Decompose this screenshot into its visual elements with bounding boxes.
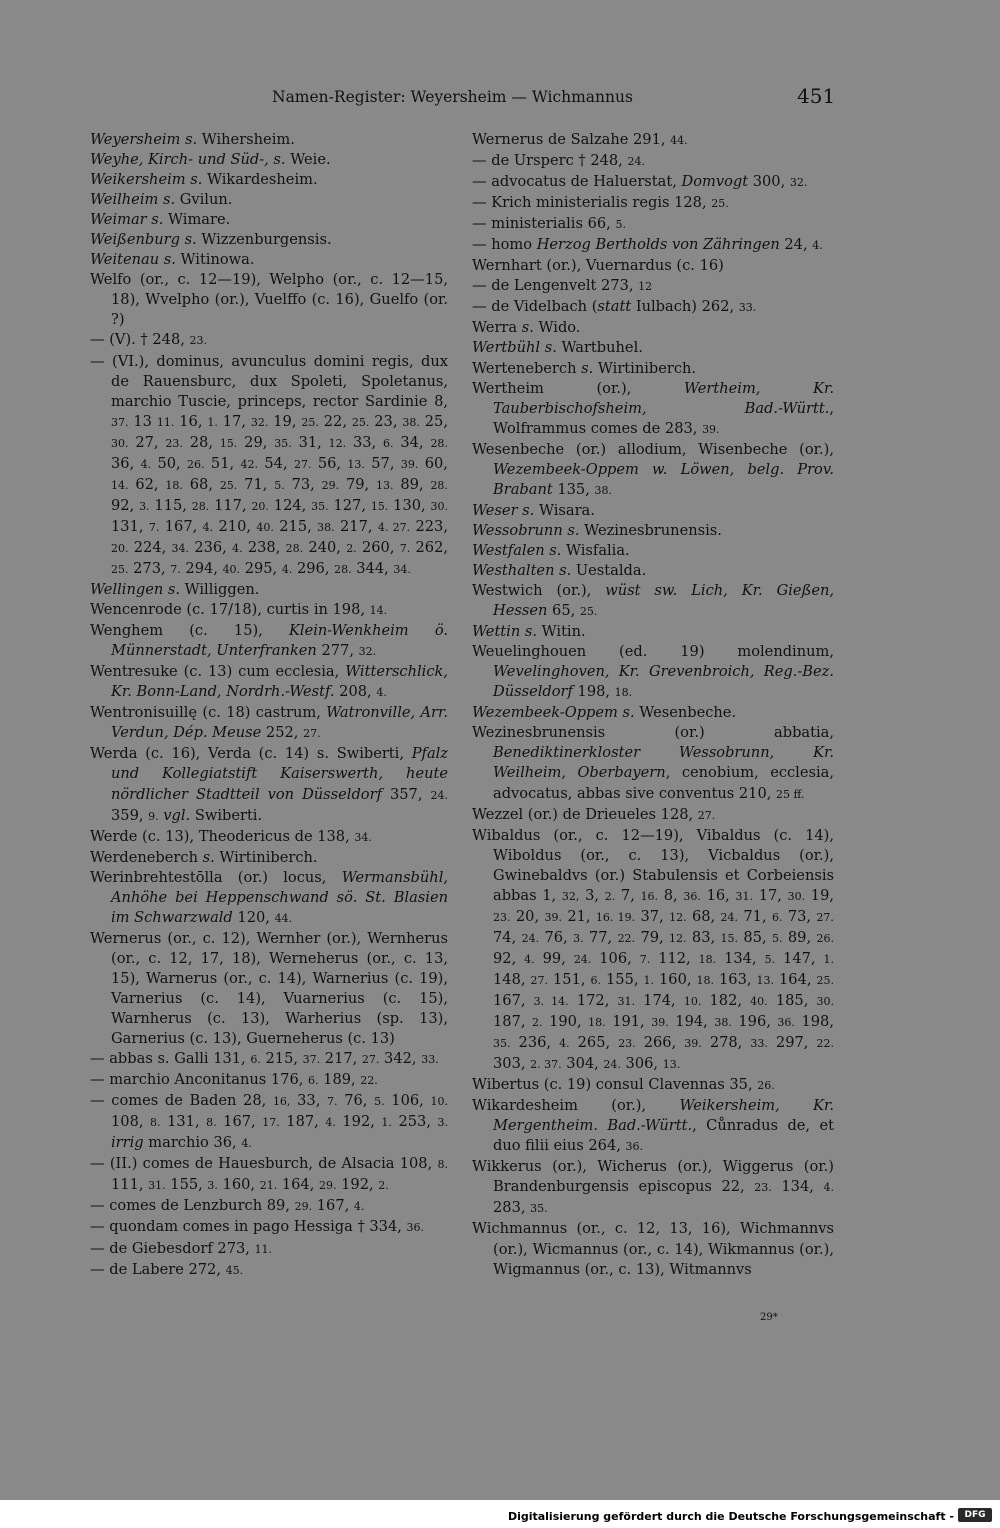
index-entry: — ministerialis 66, 5. xyxy=(472,215,626,233)
index-entry: Wencenrode (c. 17/18), curtis in 198, 14. xyxy=(90,601,388,619)
index-entry: — marchio Anconitanus 176, 6. 189, 22. xyxy=(90,1071,378,1089)
index-column-left xyxy=(90,130,448,1281)
index-entry: — (V). † 248, 23. xyxy=(90,331,208,349)
index-entry: Wibertus (c. 19) consul Clavennas 35, 26. xyxy=(472,1076,775,1094)
index-entry: Wellingen s. Williggen. xyxy=(90,581,260,599)
funding-notice: Digitalisierung gefördert durch die Deutsche Forschungsgemeinschaft - xyxy=(507,1510,954,1523)
index-entry: Weimar s. Wimare. xyxy=(90,211,231,229)
index-entry: — de Labere 272, 45. xyxy=(90,1260,244,1278)
index-entry: — comes de Baden 28, 16, 33, 7. 76, 5. 106, 10. 108, 8. 131, 8. 167, 17. 187, 4. 192, 1. 253, 3. irrig marchio 36, 4. xyxy=(90,1092,449,1152)
index-entry: Wikkerus (or.), Wicherus (or.), Wiggerus (or.) Brandenburgensis episcopus 22, 23. 134, 4. 283, 35. xyxy=(472,1158,834,1217)
index-entry: Wernerus (or., c. 12), Wernher (or.), Wernherus (or., c. 12, 17, 18), Werneherus (or., c. 13, 15), Warnerus (or., c. 14), Warnerius (c. 19), Varnerius (c. 14), Vuarnerius (c. 15), Warnherus (c. 13), Warherius (sp. 13), Garnerius (c. 13), Guerneherus (c. 13) xyxy=(90,929,448,1048)
index-entry: — advocatus de Haluerstat, Domvogt 300, 32. xyxy=(472,173,808,191)
index-entry: Wernhart (or.), Vuernardus (c. 16) xyxy=(472,257,724,275)
index-entry: Wettin s. Witin. xyxy=(472,623,586,641)
index-entry: Wezzel (or.) de Drieueles 128, 27. xyxy=(472,805,716,823)
index-entry: — de Giebesdorf 273, 11. xyxy=(90,1239,273,1257)
index-entry: Werra s. Wido. xyxy=(472,319,581,337)
index-entry: Weilheim s. Gvilun. xyxy=(90,191,233,209)
index-entry: Wikardesheim (or.), Weikersheim, Kr. Mergentheim. Bad.-Württ., Cůnradus de, et duo filii eius 264, 36. xyxy=(472,1097,834,1155)
index-entry: Wenghem (c. 15), Klein-Wenkheim ö. Münnerstadt, Unterfranken 277, 32. xyxy=(90,622,448,660)
index-entry: Weitenau s. Witinowa. xyxy=(90,251,255,269)
index-entry: Wibaldus (or., c. 12—19), Vibaldus (c. 14), Wiboldus (or., c. 13), Vicbaldus (or.), Gwinebaldvs (or.) Stabulensis et Corbeiensis abbas 1, 32, 3, 2. 7, 16. 8, 36. 16, 31. 17, 30. 19, 23. 20, 39. 21, 16. 19. 37, 12. 68, 24. 71, 6. 73, 27. 74, 24. 76, 3. 77, 22. 79, 12. 83, 15. 85, 5. 89, 26. 92, 4. 99, 24. 106, 7. 112, 18. 134, 5. 147, 1. 148, 27. 151, 6. 155, 1. 160, 18. 163, 13. 164, 25. 167, 3. 14. 172, 31. 174, 10. 182, 40. 185, 30. 187, 2. 190, 18. 191, 39. 194, 38. 196, 36. 198, 35. 236, 4. 265, 23. 266, 39. 278, 33. 297, 22. 303, 2. 37. 304, 24. 306, 13. xyxy=(472,826,835,1073)
dfg-logo-icon: DFG xyxy=(958,1508,992,1522)
index-entry: Wertbühl s. Wartbuhel. xyxy=(472,339,643,357)
index-entry: — de Videlbach (statt Iulbach) 262, 33. xyxy=(472,298,757,316)
index-entry: Wentronisuillę (c. 18) castrum, Watronville, Arr. Verdun, Dép. Meuse 252, 27. xyxy=(90,704,448,742)
index-entry: Werinbrehtestōlla (or.) locus, Wermansbühl, Anhöhe bei Heppenschwand sö. St. Blasien im Schwarzwald 120, 44. xyxy=(90,868,448,926)
index-entry: Werde (c. 13), Theodericus de 138, 34. xyxy=(90,827,372,845)
index-column-right xyxy=(472,130,834,1280)
index-entry: Wentresuke (c. 13) cum ecclesia, Witterschlick, Kr. Bonn-Land, Nordrh.-Westf. 208, 4. xyxy=(90,663,448,701)
index-entry: Weuelinghouen (ed. 19) molendinum, Wevelinghoven, Kr. Grevenbroich, Reg.-Bez. Düsseldorf 198, 18. xyxy=(472,643,834,701)
page-number: 451 xyxy=(797,84,836,108)
index-entry: Westwich (or.), wüst sw. Lich, Kr. Gießen, Hessen 65, 25. xyxy=(472,582,834,620)
index-entry: Wezinesbrunensis (or.) abbatia, Benediktinerkloster Wessobrunn, Kr. Weilheim, Oberbayern, cenobium, ecclesia, advocatus, abbas sive conventus 210, 25 ff. xyxy=(472,724,834,802)
index-entry: — Krich ministerialis regis 128, 25. xyxy=(472,194,729,212)
index-entry: Wertheim (or.), Wertheim, Kr. Tauberbischofsheim, Bad.-Württ., Wolframmus comes de 283, 39. xyxy=(472,379,834,437)
index-entry: Wernerus de Salzahe 291, 44. xyxy=(472,131,688,148)
index-entry: Weyersheim s. Wihersheim. xyxy=(90,131,295,148)
index-entry: — abbas s. Galli 131, 6. 215, 37. 217, 27. 342, 33. xyxy=(90,1050,439,1068)
index-entry: Weyhe, Kirch- und Süd-, s. Weie. xyxy=(90,151,331,169)
index-entry: Westfalen s. Wisfalia. xyxy=(472,541,630,559)
index-entry: Weikersheim s. Wikardesheim. xyxy=(90,171,318,189)
running-head: Namen-Register: Weyersheim — Wichmannus xyxy=(272,88,633,106)
index-entry: Werdeneberch s. Wirtiniberch. xyxy=(90,848,318,866)
signature-mark: 29* xyxy=(760,1312,778,1323)
index-entry: — (II.) comes de Hauesburch, de Alsacia 108, 8. 111, 31. 155, 3. 160, 21. 164, 29. 192, 2. xyxy=(90,1155,448,1194)
index-entry: — de Lengenvelt 273, 12 xyxy=(472,277,653,295)
index-entry: Weißenburg s. Wizzenburgensis. xyxy=(90,231,332,249)
index-entry: Wessobrunn s. Wezinesbrunensis. xyxy=(472,521,722,539)
index-entry: Westhalten s. Uestalda. xyxy=(472,561,647,579)
index-entry: Wichmannus (or., c. 12, 13, 16), Wichmannvs (or.), Wicmannus (or., c. 14), Wikmannus (or.), Wigmannus (or., c. 13), Witmannvs xyxy=(472,1220,834,1278)
index-entry: — homo Herzog Bertholds von Zähringen 24, 4. xyxy=(472,236,823,254)
index-entry: Werteneberch s. Wirtiniberch. xyxy=(472,359,697,377)
index-entry: Welfo (or., c. 12—19), Welpho (or., c. 12—15, 18), Wvelpho (or.), Vuelffo (c. 16), Guelfo (or. ?) xyxy=(90,271,448,329)
index-entry: Weser s. Wisara. xyxy=(472,501,595,519)
index-entry: Werda (c. 16), Verda (c. 14) s. Swiberti, Pfalz und Kollegiatstift Kaiserswerth, heute nördlicher Stadtteil von Düsseldorf 357, 24. 359, 9. vgl. Swiberti. xyxy=(90,745,448,824)
index-entry: — comes de Lenzburch 89, 29. 167, 4. xyxy=(90,1197,365,1215)
index-entry: — de Ursperc † 248, 24. xyxy=(472,152,645,170)
index-entry: — quondam comes in pago Hessiga † 334, 36. xyxy=(90,1218,425,1236)
index-entry: Wezembeek-Oppem s. Wesenbeche. xyxy=(472,704,737,722)
index-entry: — (VI.), dominus, avunculus domini regis, dux de Rauensburc, dux Spoleti, Spoletanus, marchio Tuscie, princeps, rector Sardinie 8, 37. 13 11. 16, 1. 17, 32. 19, 25. 22, 25. 23, 38. 25, 30. 27, 23. 28, 15. 29, 35. 31, 12. 33, 6. 34, 28. 36, 4. 50, 26. 51, 42. 54, 27. 56, 13. 57, 39. 60, 14. 62, 18. 68, 25. 71, 5. 73, 29. 79, 13. 89, 28. 92, 3. 115, 28. 117, 20. 124, 35. 127, 15. 130, 30. 131, 7. 167, 4. 210, 40. 215, 38. 217, 4. 27. 223, 20. 224, 34. 236, 4. 238, 28. 240, 2. 260, 7. 262, 25. 273, 7. 294, 40. 295, 4. 296, 28. 344, 34. xyxy=(90,352,448,577)
index-entry: Wesenbeche (or.) allodium, Wisenbeche (or.), Wezembeek-Oppem w. Löwen, belg. Prov. Brabant 135, 38. xyxy=(472,440,834,498)
